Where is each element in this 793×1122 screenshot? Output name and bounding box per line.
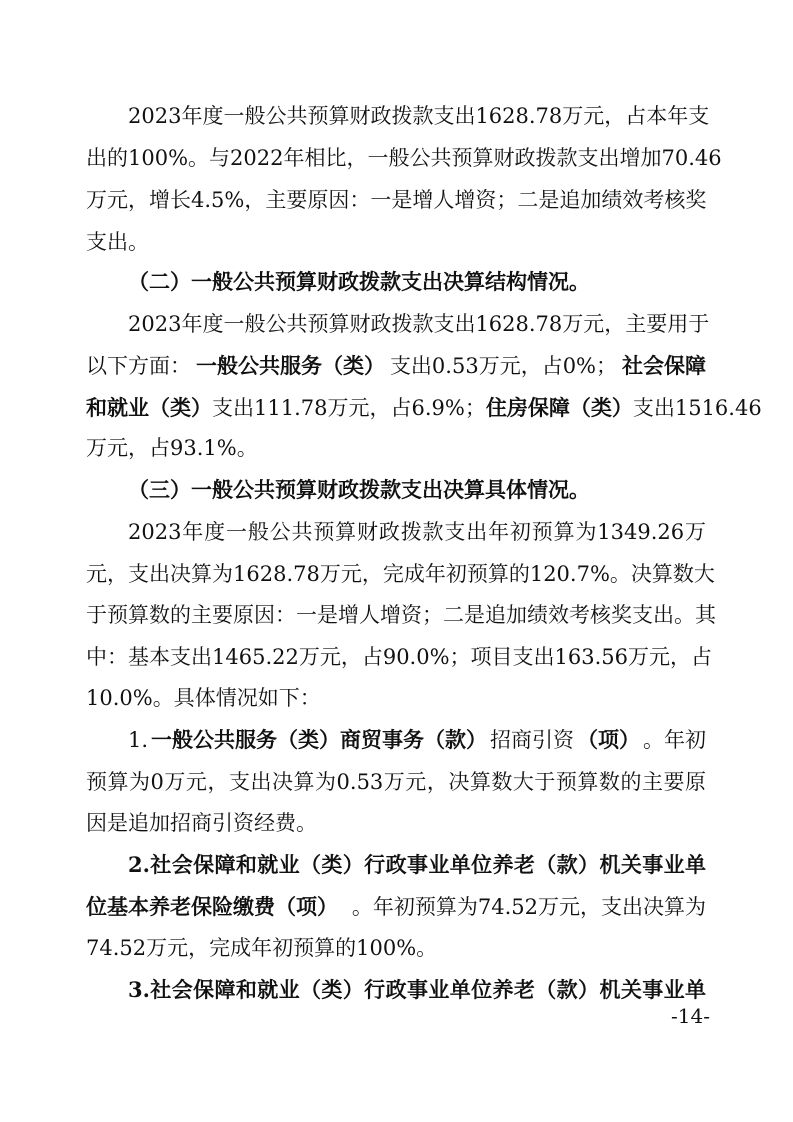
paragraph-2-line-2 (86, 352, 706, 380)
text-segment: 支出1516.46 (632, 396, 762, 420)
paragraph-1-line-4: 支出。 (86, 230, 149, 254)
item-1-line-2: 预算为0万元，支出决算为0.53万元，决算数大于预算数的主要原 (86, 770, 706, 794)
paragraph-3-line-5: 10.0%。具体情况如下： (86, 686, 321, 710)
item-title-bold: 一般公共服务（类）商贸事务（款） (151, 727, 488, 752)
item-title-bold: （项） (577, 727, 640, 752)
category-bold: 和就业（类） (86, 395, 212, 420)
paragraph-1-line-2: 出的100%。与2022年相比，一般公共预算财政拨款支出增加70.46 (86, 146, 722, 170)
item-3-line-1: 3.社会保障和就业（类）行政事业单位养老（款）机关事业单 (128, 977, 706, 1002)
paragraph-2-line-4: 万元，占93.1%。 (86, 436, 258, 460)
text-segment: 以下方面： (86, 354, 191, 378)
category-bold: 一般公共服务（类） (195, 353, 385, 378)
paragraph-3-line-3: 于预算数的主要原因：一是增人增资；二是追加绩效考核奖支出。其 (86, 603, 716, 627)
item-2-line-2 (86, 893, 706, 921)
item-2-line-3: 74.52万元，完成年初预算的100%。 (86, 936, 438, 960)
paragraph-3-line-2: 元，支出决算为1628.78万元，完成年初预算的120.7%。决算数大 (86, 562, 715, 586)
item-title-bold: 位基本养老保险缴费（项） (86, 894, 338, 919)
paragraph-3-line-1: 2023年度一般公共预算财政拨款支出年初预算为1349.26万 (128, 520, 706, 544)
text-segment: 。年初预算为74.52万元，支出决算为 (351, 895, 706, 919)
section-heading-2: （二）一般公共预算财政拨款支出决算结构情况。 (128, 269, 590, 294)
item-1-line-1 (128, 726, 706, 754)
category-bold: 住房保障（类） (485, 395, 633, 420)
paragraph-2-line-3 (86, 394, 762, 422)
page-number: -14- (671, 1004, 710, 1028)
text-segment: 。年初 (642, 728, 706, 752)
item-number: 1. (128, 728, 149, 752)
item-2-line-1: 2.社会保障和就业（类）行政事业单位养老（款）机关事业单 (128, 852, 706, 877)
text-segment: 支出0.53万元，占0%； (389, 354, 618, 378)
item-1-line-3: 因是追加招商引资经费。 (86, 811, 317, 835)
paragraph-1-line-3: 万元，增长4.5%，主要原因：一是增人增资；二是追加绩效考核奖 (86, 188, 707, 212)
category-bold: 社会保障 (621, 353, 706, 378)
text-segment: 招商引资 (490, 728, 575, 752)
section-heading-3: （三）一般公共预算财政拨款支出决算具体情况。 (128, 477, 590, 502)
paragraph-3-line-4: 中：基本支出1465.22万元，占90.0%；项目支出163.56万元，占 (86, 645, 713, 669)
paragraph-1-line-1: 2023年度一般公共预算财政拨款支出1628.78万元，占本年支 (128, 104, 710, 128)
text-segment: 支出111.78万元，占6.9%； (212, 396, 486, 420)
paragraph-2-line-1: 2023年度一般公共预算财政拨款支出1628.78万元，主要用于 (128, 312, 710, 336)
